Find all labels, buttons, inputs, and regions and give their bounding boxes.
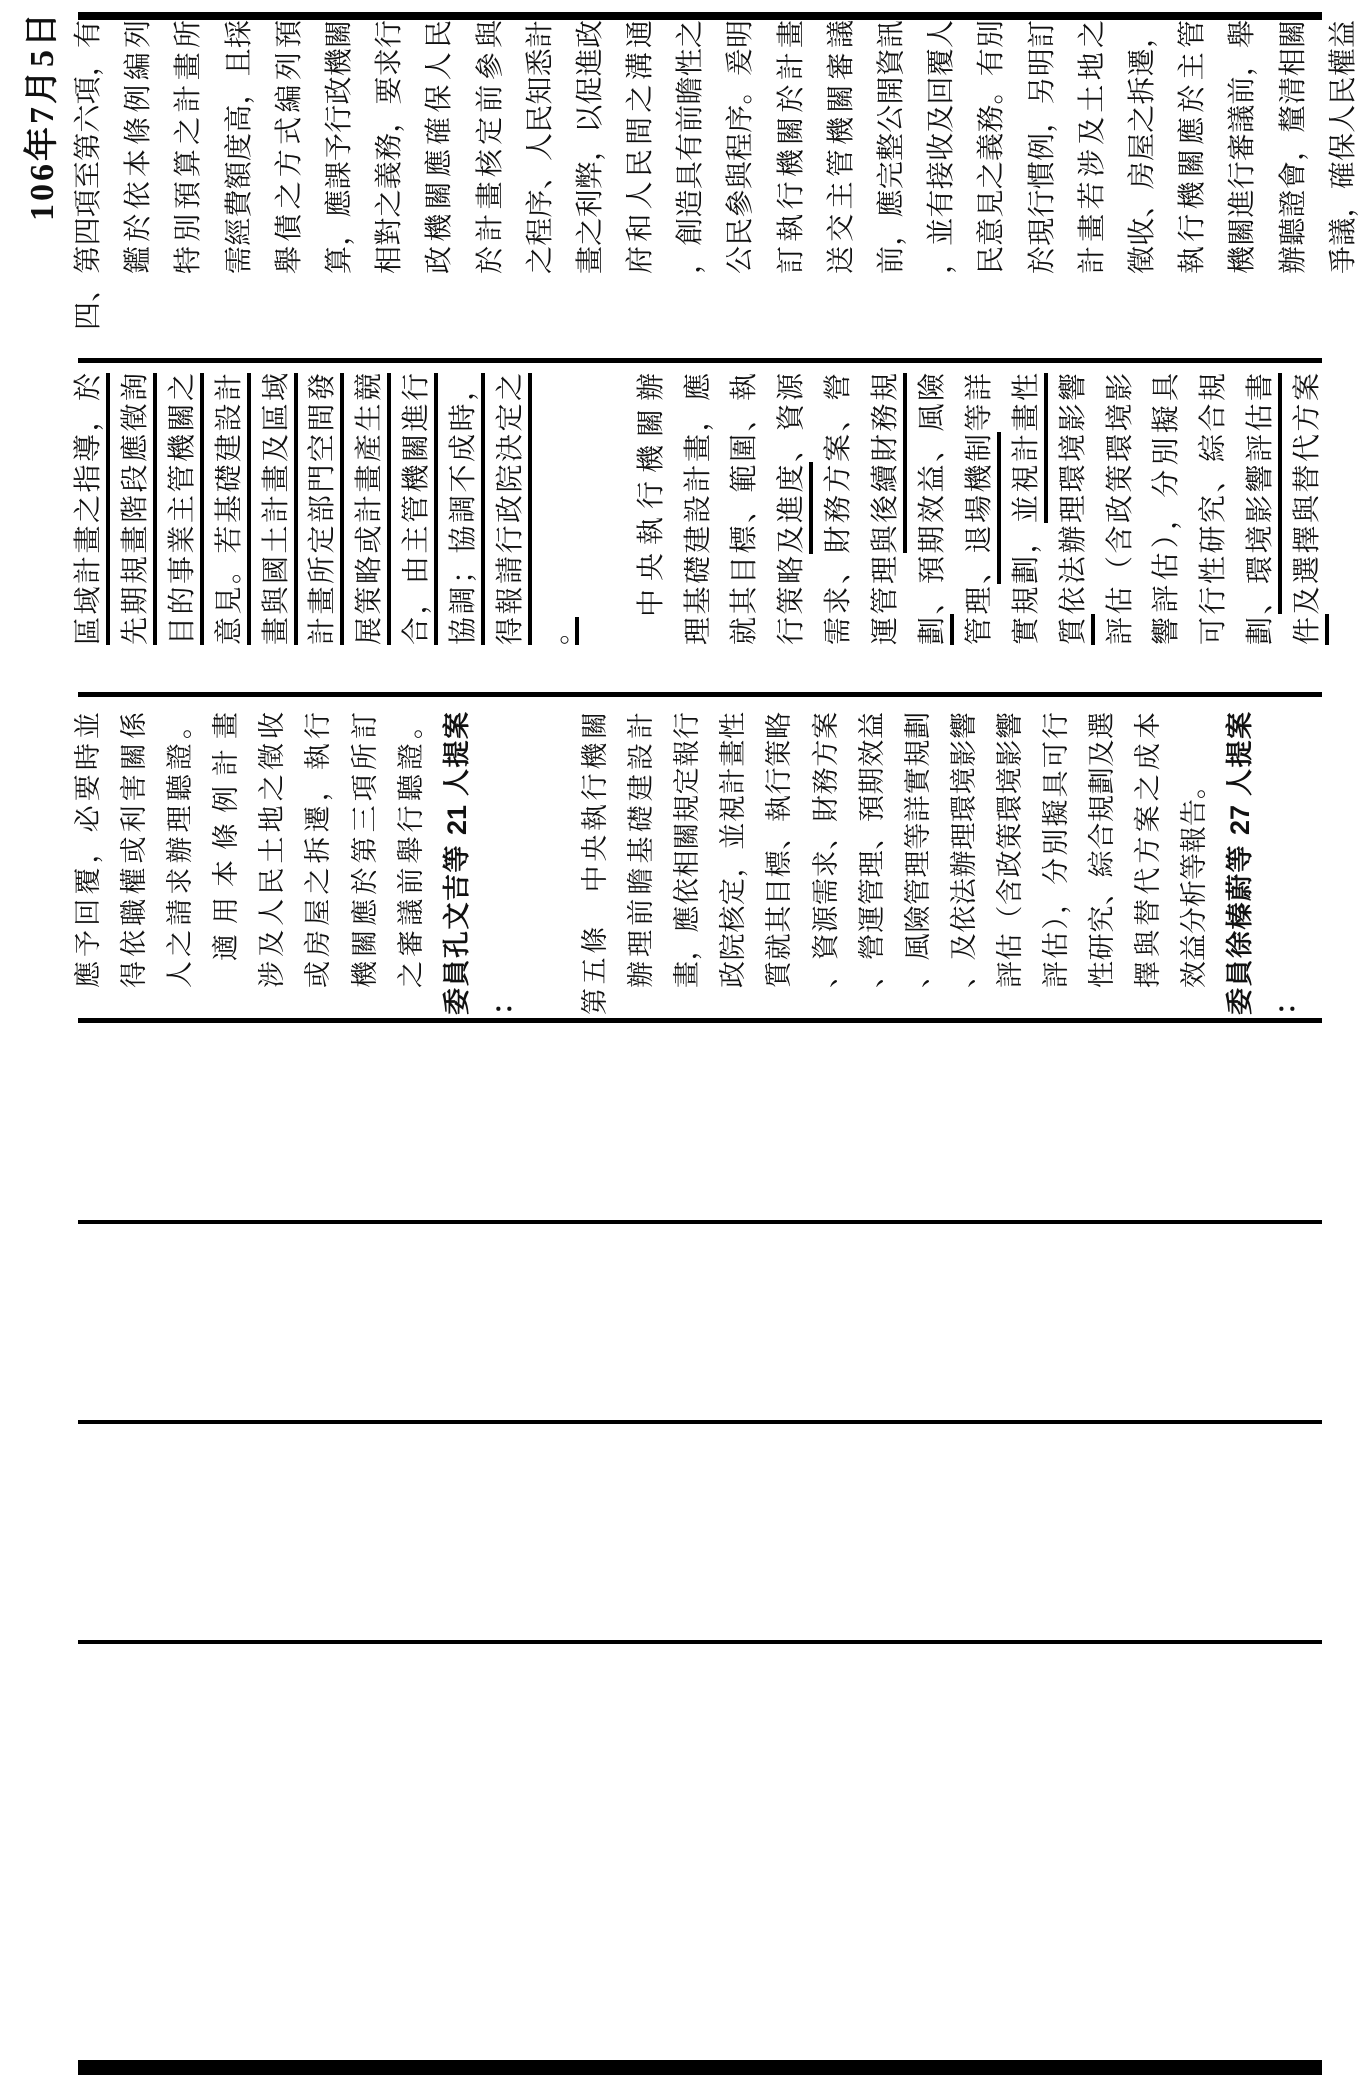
text-segment: 第五條 中央執行機關 [580, 712, 611, 1015]
underlined-text-segment: 。 [542, 617, 579, 645]
text-line [120, 373, 167, 645]
text-line [949, 712, 995, 1015]
text-line [167, 373, 214, 645]
text-line [1225, 712, 1271, 1015]
text-segment: 舉債之方式編列預 [273, 20, 305, 274]
text-line [823, 373, 870, 645]
text-line [1133, 712, 1179, 1015]
text-segment: 訂執行機關於計畫 [775, 20, 807, 274]
text-segment: 四、第四項至第六項，有 [73, 20, 104, 330]
text-line [73, 20, 123, 330]
text-line [625, 20, 675, 330]
table-rule-left-thick [78, 2060, 1322, 2075]
text-line [401, 373, 448, 645]
text-line [374, 20, 424, 330]
text-segment: 或房屋之拆遷，執行 [303, 712, 334, 988]
text-line [274, 20, 324, 330]
text-segment: 之審議前舉行聽證。 [395, 712, 426, 988]
bold-text-segment: 委員徐榛蔚等 27 人提案 [1225, 712, 1256, 1015]
text-segment: 計畫若涉及土地之 [1076, 20, 1108, 274]
underlined-text-segment: 得報請行政院決定之 [495, 373, 532, 645]
text-line [718, 712, 764, 1015]
text-line [324, 20, 374, 330]
underlined-text-segment: 展策略或計畫產生競 [354, 373, 391, 645]
text-segment: 質就其目標、執行策略 [764, 712, 795, 988]
text-line [776, 20, 826, 330]
text-line [303, 712, 349, 1015]
underlined-text-segment: 計畫所定部門空間發 [307, 373, 344, 645]
text-segment: 適用本條例計畫 [211, 712, 242, 961]
text-segment: 算，應課予行政機關 [323, 20, 355, 274]
text-line [396, 712, 442, 1015]
text-line [165, 712, 211, 1015]
text-line [672, 712, 718, 1015]
text-line [488, 712, 534, 1015]
text-line [307, 373, 354, 645]
text-segment: 擇與替代方案之成本 [1133, 712, 1164, 988]
text-segment: 畫，應依相關規定報行 [672, 712, 703, 988]
text-line [73, 373, 120, 645]
underlined-text-segment: 目的事業主管機關之 [167, 373, 204, 645]
underlined-text-segment: 、環境影響評估書 [1245, 373, 1282, 614]
text-line [725, 20, 775, 330]
text-line [1027, 20, 1077, 330]
text-line [776, 373, 823, 645]
text-line [1179, 712, 1225, 1015]
text-segment: 、資源 [776, 373, 808, 463]
text-segment: 就其目標、範圍、執 [729, 373, 761, 645]
text-segment: 公民參與程序。爰明 [725, 20, 757, 274]
underlined-text-segment: 及進度 [776, 462, 813, 553]
text-line [626, 712, 672, 1015]
underlined-text-segment: 先期規畫階段應徵詢 [120, 373, 157, 645]
text-segment: 理基礎建設計畫，應 [682, 373, 714, 645]
text-line [675, 20, 725, 330]
text-line [119, 712, 165, 1015]
text-line [995, 712, 1041, 1015]
text-line [1245, 373, 1292, 645]
text-segment: 民意見之義務。有別 [976, 20, 1008, 274]
text-line [495, 373, 542, 645]
text-line [580, 712, 626, 1015]
text-segment: 、預期效益、風險 [917, 373, 949, 615]
text-segment: 人之請求辦理聽證。 [165, 712, 196, 988]
text-line [1058, 373, 1105, 645]
text-line [1278, 20, 1328, 330]
blank-line [589, 373, 636, 645]
bold-text-segment: 委員孔文吉等 21 人提案 [441, 712, 472, 1015]
text-line [917, 373, 964, 645]
text-segment: 效益分析等報告。 [1179, 772, 1210, 988]
text-segment: 應予回覆，必要時並 [73, 712, 103, 988]
text-segment: 得依職權或利害關係 [119, 712, 150, 988]
underlined-text-segment: 、退場機制 [964, 432, 1001, 584]
underlined-text-segment: 劃 [917, 615, 954, 646]
text-line [976, 20, 1026, 330]
table-rule [78, 1640, 1322, 1644]
text-segment: 等詳 [963, 373, 995, 432]
text-line [1292, 373, 1339, 645]
text-segment: 行策略 [776, 553, 808, 645]
text-segment: 機關進行審議前，舉 [1227, 20, 1259, 274]
text-segment: 、資源需求、財務方案 [810, 712, 841, 988]
text-segment: 需求、財務方案、營 [823, 373, 855, 645]
text-segment: 及選擇與替代方案 [1292, 373, 1324, 615]
text-line [1011, 373, 1058, 645]
text-segment: 鑑於依本條例編列 [123, 20, 155, 274]
text-segment: 管理 [963, 584, 995, 645]
text-segment: 送交主管機關審議 [825, 20, 857, 274]
bold-text-segment: ： [487, 988, 518, 1015]
text-segment: 辦聽證會，釐清相關 [1277, 20, 1309, 274]
text-line [636, 373, 683, 645]
text-segment: 爭議，確保人民權益 [1327, 20, 1359, 274]
text-line [1127, 20, 1177, 330]
underlined-text-segment: 畫與國土計畫及區域 [261, 373, 298, 645]
text-line [1198, 373, 1245, 645]
text-segment: ，並有接收及回覆人 [926, 20, 958, 274]
text-segment: 評估（含政策環境影響 [994, 712, 1025, 988]
text-segment: 需經費額度高，且採 [223, 20, 255, 274]
text-segment: 實規劃， [1010, 523, 1042, 645]
text-line [1328, 20, 1372, 330]
table-rule [78, 692, 1322, 697]
text-segment: 劃 [1245, 614, 1277, 645]
date-header: 106年7月5日 [24, 10, 61, 221]
text-line [1151, 373, 1198, 645]
text-segment: 、及依法辦理環境影響 [948, 712, 979, 988]
text-segment: 於計畫核定前參與 [474, 20, 506, 274]
text-line [475, 20, 525, 330]
text-segment: 依法辦理環境影響 [1057, 373, 1089, 615]
underlined-text-segment: 區域計畫之指導，於 [73, 373, 110, 645]
text-segment: 、風險管理等詳實規劃 [902, 712, 933, 988]
text-segment: 徵收、房屋之拆遷， [1126, 20, 1158, 274]
text-segment: 機關應於第三項所訂 [349, 712, 380, 988]
text-line [123, 20, 173, 330]
bold-text-segment: ： [1271, 988, 1302, 1015]
text-line [964, 373, 1011, 645]
text-line [826, 20, 876, 330]
text-line [764, 712, 810, 1015]
text-line [525, 20, 575, 330]
text-segment: 畫之利弊，以促進政 [574, 20, 606, 274]
text-segment: 政院核定，並視計畫性 [718, 712, 749, 988]
table-rule [78, 358, 1322, 363]
text-line [257, 712, 303, 1015]
underlined-text-segment: 協調；協調不成時， [448, 373, 485, 645]
table-rule-right-thick [78, 12, 1322, 20]
text-segment: 之程序、人民知悉計 [524, 20, 556, 274]
text-segment: 評估（含政策環境影 [1104, 373, 1136, 645]
underlined-text-segment: 合，由主管機關進行 [401, 373, 438, 645]
text-line [1077, 20, 1127, 330]
underlined-text-segment: 並視計畫性 [1011, 373, 1048, 523]
text-line [575, 20, 625, 330]
table-rule [78, 1420, 1322, 1424]
text-line [448, 373, 495, 645]
column-explanation [73, 20, 1372, 330]
text-line [224, 20, 274, 330]
table-rule [78, 1220, 1322, 1224]
text-segment: 政機關應確保人民 [424, 20, 456, 274]
text-line [261, 373, 308, 645]
text-line [1087, 712, 1133, 1015]
underlined-text-segment: 與後續財務規 [870, 373, 907, 553]
text-line [1271, 712, 1317, 1015]
text-segment: 、營運管理、預期效益 [856, 712, 887, 988]
text-segment: 相對之義務，要求行 [374, 20, 406, 274]
text-segment: 執行機關應於主管 [1177, 20, 1209, 274]
text-segment: 涉及人民土地之徵收 [257, 712, 288, 988]
text-segment: 性研究、綜合規劃及選 [1087, 712, 1118, 988]
text-line [811, 712, 857, 1015]
text-line [1105, 373, 1152, 645]
text-line [1177, 20, 1227, 330]
text-line [903, 712, 949, 1015]
text-line [1041, 712, 1087, 1015]
text-segment: 運管理 [870, 553, 902, 645]
text-line [683, 373, 730, 645]
text-segment: 特別預算之計畫所 [173, 20, 205, 274]
text-segment: 府和人民間之溝通 [625, 20, 657, 274]
underlined-text-segment: 件 [1292, 615, 1329, 646]
blank-line [534, 712, 580, 1015]
text-line [73, 712, 119, 1015]
text-line [354, 373, 401, 645]
text-segment: 辦理前瞻基礎建設計 [626, 712, 657, 988]
text-segment: 可行性研究、綜合規 [1198, 373, 1230, 645]
text-line [926, 20, 976, 330]
text-segment: 前，應完整公開資訊 [876, 20, 907, 274]
text-line [173, 20, 223, 330]
text-line [442, 712, 488, 1015]
text-line [424, 20, 474, 330]
text-line [1227, 20, 1277, 330]
text-segment: 於現行慣例，另明訂 [1026, 20, 1058, 274]
column-committee-text [73, 373, 1339, 645]
text-line [729, 373, 776, 645]
text-segment: ，創造具有前瞻性之 [675, 20, 707, 274]
underlined-text-segment: 意見。若基礎建設計 [214, 373, 251, 645]
column-member-proposals [73, 712, 1318, 1015]
text-line [211, 712, 257, 1015]
text-segment: 中央執行機關辦 [635, 373, 667, 617]
text-line [876, 20, 926, 330]
text-segment: 響評估），分別擬具 [1151, 373, 1183, 645]
text-line [870, 373, 917, 645]
text-line [857, 712, 903, 1015]
text-line [214, 373, 261, 645]
text-line [350, 712, 396, 1015]
text-segment: 評估），分別擬具可行 [1040, 712, 1071, 988]
underlined-text-segment: 質 [1058, 615, 1095, 646]
text-line [542, 373, 589, 645]
table-rule [78, 1018, 1322, 1023]
